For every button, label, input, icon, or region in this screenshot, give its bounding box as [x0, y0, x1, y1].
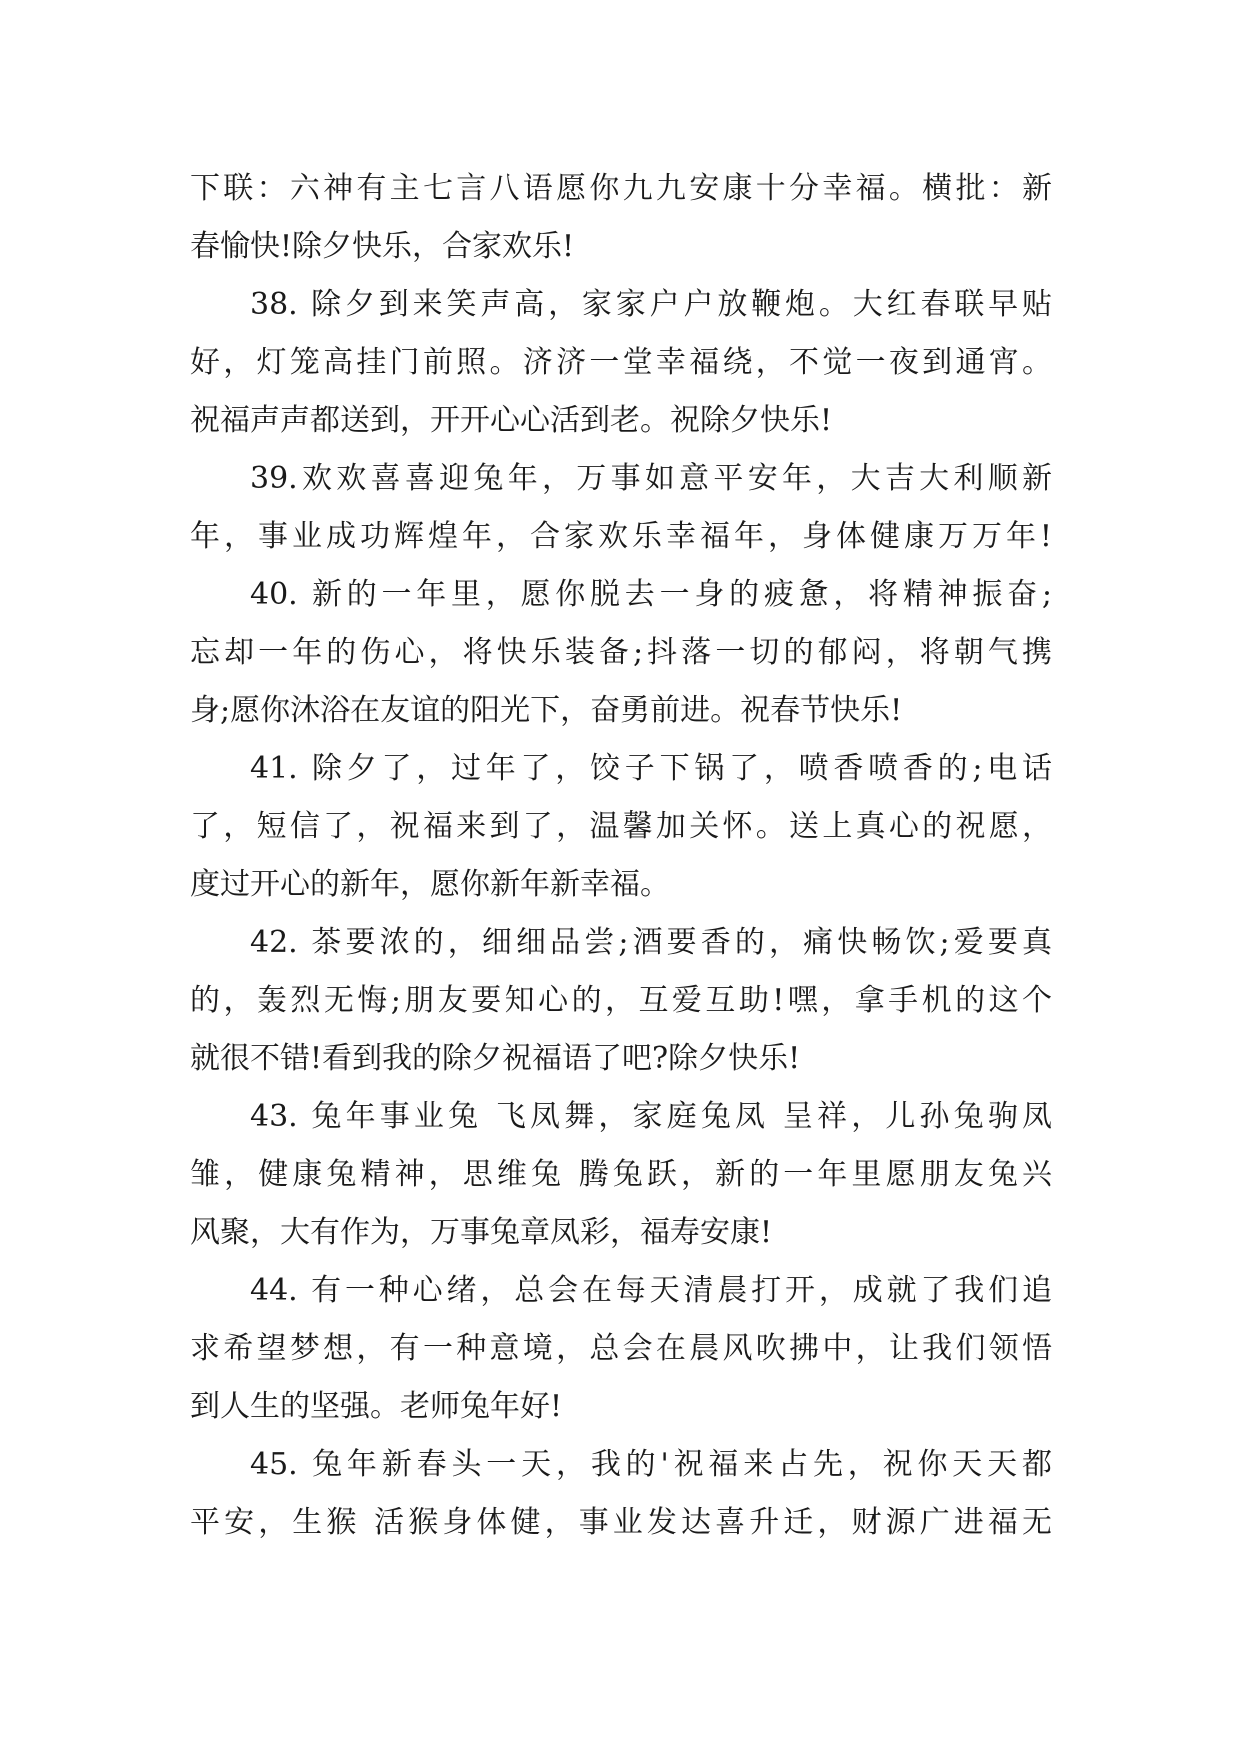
text-line: 求希望梦想，有一种意境，总会在晨风吹拂中，让我们领悟 — [190, 1331, 1052, 1366]
text-line: 38. 除夕到来笑声高，家家户户放鞭炮。大红春联早贴 — [250, 287, 1052, 322]
text-line: 忘却一年的伤心，将快乐装备;抖落一切的郁闷，将朝气携 — [190, 635, 1052, 670]
text-line: 雏，健康兔精神，思维兔 腾兔跃，新的一年里愿朋友兔兴 — [190, 1157, 1052, 1192]
text-line: 到人生的坚强。老师兔年好! — [190, 1389, 563, 1424]
body-text — [190, 160, 1052, 1552]
text-line: 40. 新的一年里，愿你脱去一身的疲惫，将精神振奋; — [250, 577, 1052, 612]
text-line: 的，轰烈无悔;朋友要知心的，互爱互助!嘿，拿手机的这个 — [190, 983, 1052, 1018]
text-line: 44. 有一种心绪，总会在每天清晨打开，成就了我们追 — [250, 1273, 1052, 1308]
text-line: 好，灯笼高挂门前照。济济一堂幸福绕，不觉一夜到通宵。 — [190, 345, 1052, 380]
text-line: 风聚，大有作为，万事兔章凤彩，福寿安康! — [190, 1215, 773, 1250]
text-line: 了，短信了，祝福来到了，温馨加关怀。送上真心的祝愿， — [190, 809, 1052, 844]
text-line: 42. 茶要浓的，细细品尝;酒要香的，痛快畅饮;爱要真 — [250, 925, 1052, 960]
text-line: 45. 兔年新春头一天，我的'祝福来占先，祝你天天都 — [250, 1447, 1052, 1482]
text-line: 年，事业成功辉煌年，合家欢乐幸福年，身体健康万万年! — [190, 519, 1052, 554]
text-line: 祝福声声都送到，开开心心活到老。祝除夕快乐! — [190, 403, 833, 438]
text-line: 度过开心的新年，愿你新年新幸福。 — [190, 867, 670, 902]
text-line: 39.欢欢喜喜迎兔年，万事如意平安年，大吉大利顺新 — [250, 461, 1052, 496]
text-line: 43. 兔年事业兔 飞凤舞，家庭兔凤 呈祥，儿孙兔驹凤 — [250, 1099, 1052, 1134]
text-line: 身;愿你沐浴在友谊的阳光下，奋勇前进。祝春节快乐! — [190, 693, 903, 728]
text-line: 平安，生猴 活猴身体健，事业发达喜升迁，财源广进福无 — [190, 1505, 1052, 1540]
text-line: 春愉快!除夕快乐，合家欢乐! — [190, 229, 575, 264]
text-line: 下联：六神有主七言八语愿你九九安康十分幸福。横批：新 — [190, 171, 1052, 206]
text-line: 41. 除夕了，过年了，饺子下锅了，喷香喷香的;电话 — [250, 751, 1052, 786]
text-line: 就很不错!看到我的除夕祝福语了吧?除夕快乐! — [190, 1041, 801, 1076]
